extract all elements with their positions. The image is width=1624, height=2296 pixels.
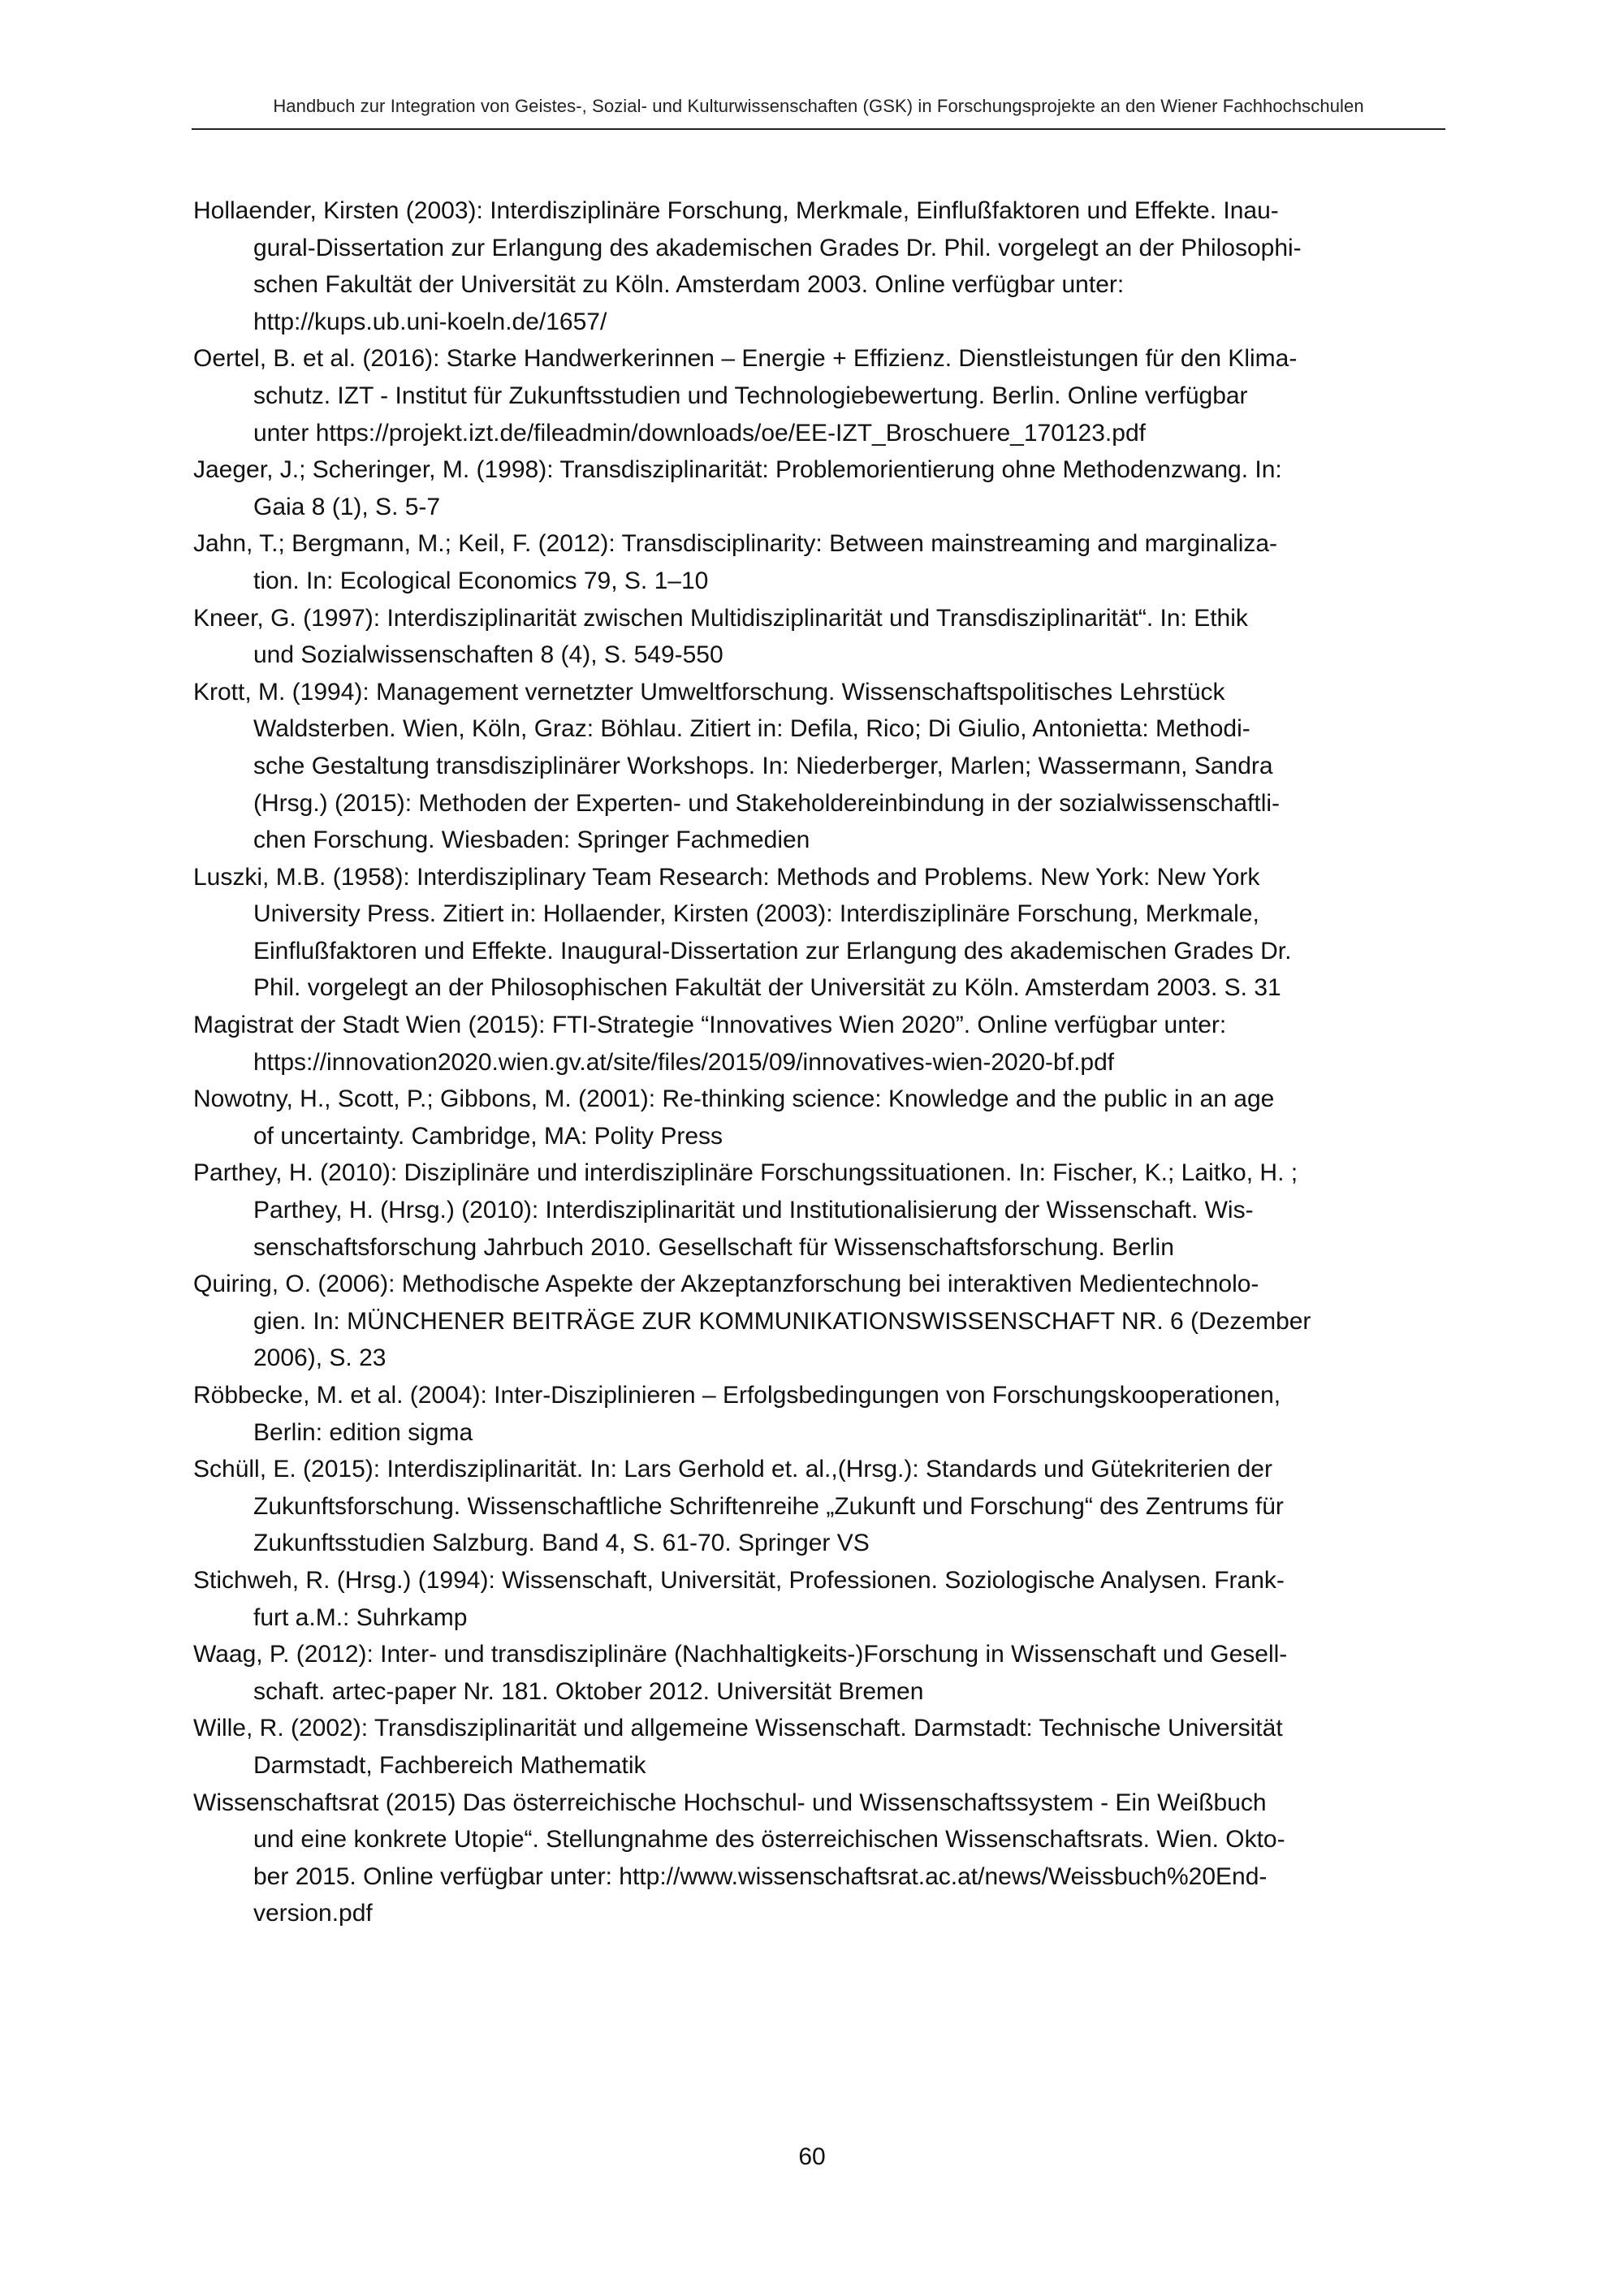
- reference-line: Gaia 8 (1), S. 5-7: [253, 493, 441, 520]
- reference-line: Waag, P. (2012): Inter- und transdisziplinäre (Nachhaltigkeits-)Forschung in Wissenschaft und Gesell-: [193, 1641, 1288, 1668]
- reference-entry: [193, 1451, 1445, 1562]
- reference-line: Zukunftsforschung. Wissenschaftliche Schriftenreihe „Zukunft und Forschung“ des Zentrums für: [253, 1492, 1284, 1520]
- header-rule: [192, 128, 1445, 130]
- reference-line: schutz. IZT - Institut für Zukunftsstudien und Technologiebewertung. Berlin. Online verfügbar: [253, 382, 1248, 409]
- reference-line: Darmstadt, Fachbereich Mathematik: [253, 1751, 646, 1779]
- reference-entry: [193, 1081, 1445, 1154]
- reference-line: Quiring, O. (2006): Methodische Aspekte der Akzeptanzforschung bei interaktiven Medientechnolo-: [193, 1271, 1259, 1298]
- reference-entry: [193, 1562, 1445, 1636]
- reference-list: [193, 192, 1445, 1932]
- reference-line: (Hrsg.) (2015): Methoden der Experten- und Stakeholdereinbindung in der sozialwissenschaftli-: [253, 789, 1281, 817]
- reference-line: Luszki, M.B. (1958): Interdisziplinary Team Research: Methods and Problems. New York: New York: [193, 863, 1260, 891]
- reference-line: Waldsterben. Wien, Köln, Graz: Böhlau. Zitiert in: Defila, Rico; Di Giulio, Antonietta: Methodi-: [253, 715, 1250, 743]
- reference-entry: [193, 340, 1445, 451]
- reference-entry: [193, 1007, 1445, 1081]
- reference-entry: [193, 451, 1445, 525]
- reference-line: unter https://projekt.izt.de/fileadmin/downloads/oe/EE-IZT_Broschuere_170123.pdf: [253, 419, 1146, 447]
- reference-line: Wille, R. (2002): Transdisziplinarität und allgemeine Wissenschaft. Darmstadt: Technische Universität: [193, 1715, 1283, 1742]
- reference-entry: [193, 1154, 1445, 1266]
- reference-line: Kneer, G. (1997): Interdisziplinarität zwischen Multidisziplinarität und Transdisziplinarität“. In: Ethik: [193, 604, 1248, 632]
- reference-line: Einflußfaktoren und Effekte. Inaugural-Dissertation zur Erlangung des akademischen Grades Dr.: [253, 937, 1292, 965]
- reference-line: Stichweh, R. (Hrsg.) (1994): Wissenschaft, Universität, Professionen. Soziologische Analysen. Frank-: [193, 1566, 1285, 1594]
- reference-entry: [193, 600, 1445, 674]
- reference-line: sche Gestaltung transdisziplinärer Workshops. In: Niederberger, Marlen; Wassermann, Sandra: [253, 752, 1273, 779]
- reference-line: Schüll, E. (2015): Interdisziplinarität. In: Lars Gerhold et. al.,(Hrsg.): Standards und Gütekriterien der: [193, 1456, 1272, 1483]
- reference-line: Wissenschaftsrat (2015) Das österreichische Hochschul- und Wissenschaftssystem - Ein Weißbuch: [193, 1789, 1267, 1816]
- reference-line: Nowotny, H., Scott, P.; Gibbons, M. (2001): Re-thinking science: Knowledge and the public in an age: [193, 1085, 1275, 1113]
- reference-line: https://innovation2020.wien.gv.at/site/files/2015/09/innovatives-wien-2020-bf.pdf: [253, 1048, 1115, 1076]
- reference-line: Oertel, B. et al. (2016): Starke Handwerkerinnen – Energie + Effizienz. Dienstleistungen für den Klima-: [193, 345, 1298, 373]
- reference-entry: [193, 192, 1445, 340]
- reference-entry: [193, 859, 1445, 1007]
- reference-line: schen Fakultät der Universität zu Köln. Amsterdam 2003. Online verfügbar unter:: [253, 271, 1125, 299]
- reference-line: gural-Dissertation zur Erlangung des akademischen Grades Dr. Phil. vorgelegt an der Philosophi-: [253, 234, 1302, 261]
- reference-line: und eine konkrete Utopie“. Stellungnahme des österreichischen Wissenschaftsrats. Wien. Okto-: [253, 1826, 1285, 1854]
- reference-line: Parthey, H. (2010): Disziplinäre und interdisziplinäre Forschungssituationen. In: Fischer, K.; Laitko, H. ;: [193, 1159, 1298, 1187]
- reference-line: ber 2015. Online verfügbar unter: http://www.wissenschaftsrat.ac.at/news/Weissbuch%20End-: [253, 1862, 1268, 1890]
- reference-line: version.pdf: [253, 1900, 373, 1927]
- reference-line: of uncertainty. Cambridge, MA: Polity Press: [253, 1122, 723, 1150]
- reference-line: Zukunftsstudien Salzburg. Band 4, S. 61-70. Springer VS: [253, 1530, 870, 1557]
- reference-entry: [193, 1710, 1445, 1784]
- reference-line: Krott, M. (1994): Management vernetzter Umweltforschung. Wissenschaftspolitisches Lehrstück: [193, 678, 1225, 706]
- reference-line: furt a.M.: Suhrkamp: [253, 1603, 468, 1631]
- reference-line: http://kups.ub.uni-koeln.de/1657/: [253, 308, 607, 335]
- reference-line: Jahn, T.; Bergmann, M.; Keil, F. (2012): Transdisciplinarity: Between mainstreaming and marginaliza-: [193, 530, 1278, 558]
- reference-entry: [193, 1377, 1445, 1451]
- reference-line: schaft. artec-paper Nr. 181. Oktober 2012. Universität Bremen: [253, 1677, 924, 1705]
- reference-line: tion. In: Ecological Economics 79, S. 1–10: [253, 567, 709, 594]
- reference-line: senschaftsforschung Jahrbuch 2010. Gesellschaft für Wissenschaftsforschung. Berlin: [253, 1233, 1174, 1261]
- reference-entry: [193, 674, 1445, 859]
- reference-line: University Press. Zitiert in: Hollaender, Kirsten (2003): Interdisziplinäre Forschung, Merkmale,: [253, 900, 1259, 928]
- reference-line: Hollaender, Kirsten (2003): Interdisziplinäre Forschung, Merkmale, Einflußfaktoren und Effekte. Inau-: [193, 197, 1279, 224]
- reference-line: 2006), S. 23: [253, 1344, 387, 1372]
- reference-line: und Sozialwissenschaften 8 (4), S. 549-550: [253, 641, 723, 669]
- page-number: 60: [798, 2143, 826, 2170]
- reference-line: Magistrat der Stadt Wien (2015): FTI-Strategie “Innovatives Wien 2020”. Online verfügbar unter:: [193, 1012, 1227, 1039]
- reference-line: Röbbecke, M. et al. (2004): Inter-Disziplinieren – Erfolgsbedingungen von Forschungskooperationen,: [193, 1382, 1281, 1409]
- reference-line: chen Forschung. Wiesbaden: Springer Fachmedien: [253, 826, 810, 854]
- reference-entry: [193, 1636, 1445, 1710]
- running-header: Handbuch zur Integration von Geistes-, Sozial- und Kulturwissenschaften (GSK) in Forschungsprojekte an den Wiener Fachhochschulen: [273, 96, 1364, 116]
- reference-entry: [193, 525, 1445, 599]
- reference-entry: [193, 1785, 1445, 1932]
- reference-line: Phil. vorgelegt an der Philosophischen Fakultät der Universität zu Köln. Amsterdam 2003. S. 31: [253, 974, 1281, 1002]
- reference-line: gien. In: MÜNCHENER BEITRÄGE ZUR KOMMUNIKATIONSWISSENSCHAFT NR. 6 (Dezember: [253, 1307, 1311, 1335]
- reference-line: Berlin: edition sigma: [253, 1418, 473, 1446]
- reference-line: Jaeger, J.; Scheringer, M. (1998): Transdisziplinarität: Problemorientierung ohne Methodenzwang. In:: [193, 456, 1282, 484]
- reference-entry: [193, 1266, 1445, 1377]
- reference-line: Parthey, H. (Hrsg.) (2010): Interdisziplinarität und Institutionalisierung der Wissenschaft. Wis-: [253, 1197, 1254, 1224]
